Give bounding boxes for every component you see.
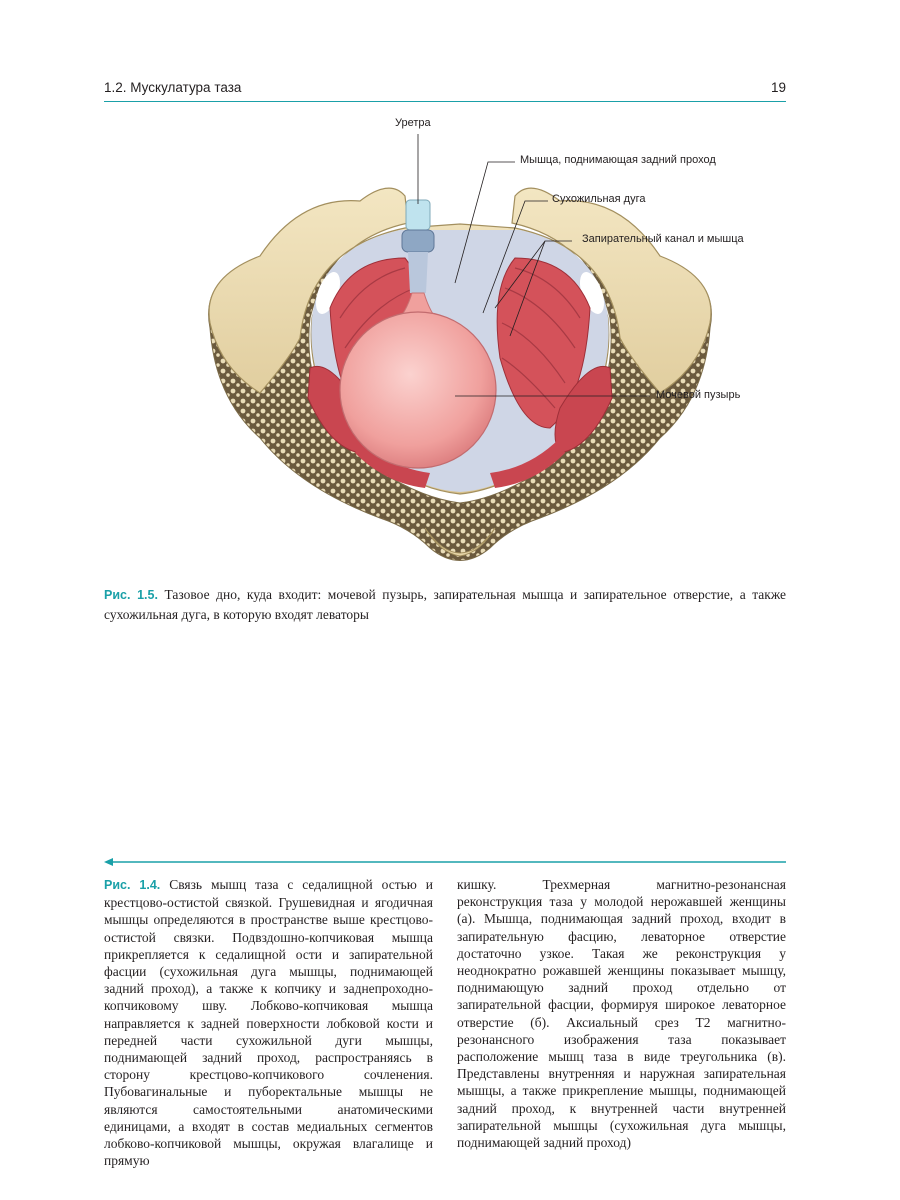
label-obturator-canal: Запирательный канал и мышца <box>582 233 744 245</box>
caption-figure-ref: Рис. 1.5. <box>104 588 158 602</box>
body-text-right: кишку. Трехмерная магнитно-резонансная реконструкция таза у молодой нерожавшей женщины (а). Мышца, поднимающая задний проход, входит в запирательную фасцию, леваторное отверстие достаточно узкое. Такая же реконструкция у неоднократно рожавшей женщины показывает мышцу, поднимающую задний проход отдельно от запирательной фасции, формируя широкое леваторное отверстие (б). Аксиальный срез Т2 магнитно-резонансного изображения таза показывает расположение мышц таза в виде треугольника (в). Представлены внутренняя и наружная запирательная мышцы, а также прикрепление мышцы, поднимающей задний проход, к внутренней части внутренней запирательной мышцы (сухожильная дуга мышцы, поднимающей задний проход) <box>457 877 786 1151</box>
pelvic-floor-illustration <box>190 108 750 578</box>
text-column-right <box>457 876 786 1151</box>
label-bladder: Мочевой пузырь <box>656 389 741 401</box>
body-text-left: Связь мышц таза с седалищной остью и крестцово-остистой связкой. Грушевидная и ягодичная мышцы определяются в пространстве выше крестцово-остистой связки. Подвздошно-копчиковая мышца прикрепляется к седалищной ости и запирательной фасции (сухожильная дуга мышцы, поднимающей задний проход), а также к копчику и заднепроходно-копчиковому шву. Лобково-копчиковая мышца направляется к задней поверхности лобковой кости и передней части сухожильной дуги мышцы, поднимающей задний проход, распространяясь в сторону крестцово-копчикового сочленения. Пубовагинальные и пуборектальные мышцы не являются самостоятельными анатомическими единицами, а входят в состав медиальных сегментов лобково-копчиковой мышцы, окружая влагалище и прямую <box>104 877 433 1169</box>
running-header <box>104 79 786 102</box>
label-levator-ani: Мышца, поднимающая задний проход <box>520 154 716 166</box>
page-number: 19 <box>770 80 786 95</box>
caption-text: Тазовое дно, куда входит: мочевой пузырь, запирательная мышца и запирательное отверстие, а также сухожильная дуга, в которую входят леваторы <box>104 587 787 622</box>
label-tendinous-arch: Сухожильная дуга <box>552 193 646 205</box>
pelvic-floor-figure <box>190 108 750 578</box>
section-divider-arrow <box>104 857 786 867</box>
body-figure-ref: Рис. 1.4. <box>104 878 161 892</box>
text-column-left <box>104 876 433 1169</box>
label-urethra: Уретра <box>395 117 431 129</box>
figure-caption <box>104 585 786 624</box>
section-title: 1.2. Мускулатура таза <box>104 80 242 95</box>
